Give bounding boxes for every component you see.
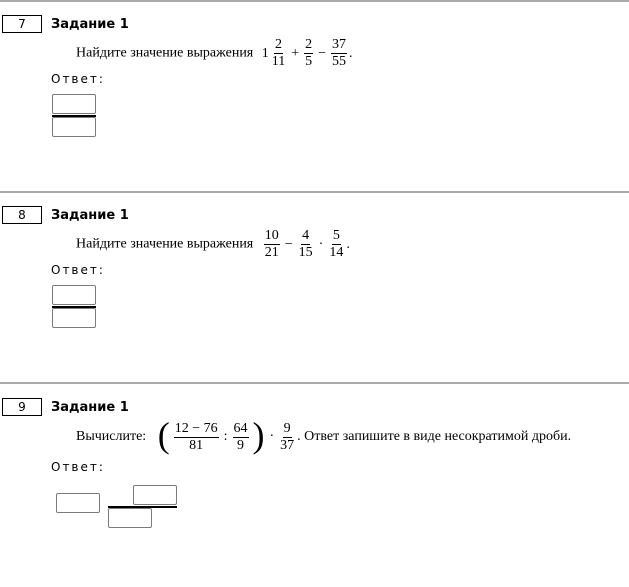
- operator: −: [318, 45, 327, 61]
- denominator: 37: [280, 437, 295, 453]
- answer-numerator-input[interactable]: [52, 285, 96, 305]
- period: .: [346, 236, 350, 252]
- separator-top: [0, 0, 629, 2]
- period: .: [349, 45, 353, 61]
- operator: +: [291, 45, 300, 61]
- numerator: 2: [274, 37, 282, 52]
- numerator: 2: [305, 37, 313, 52]
- numerator: 4: [302, 228, 310, 243]
- fraction: [304, 37, 313, 70]
- fraction: [271, 37, 286, 70]
- denominator: 21: [264, 245, 279, 260]
- fraction: [298, 228, 314, 261]
- operator: :: [223, 429, 228, 444]
- fraction: [174, 421, 219, 454]
- answer-denominator-input[interactable]: [52, 117, 96, 137]
- math-expression: [156, 415, 297, 455]
- separator-task-9: [0, 382, 629, 384]
- right-parenthesis: ): [252, 415, 265, 455]
- answer-numerator-input[interactable]: [133, 485, 177, 505]
- mixed-whole: 1: [261, 45, 269, 61]
- answer-label: Ответ:: [51, 460, 105, 474]
- task-statement: [76, 37, 353, 70]
- task-prompt: Вычислите:: [76, 429, 147, 445]
- numerator: 10: [264, 228, 279, 243]
- task-number: 7: [2, 15, 42, 33]
- answer-denominator-input[interactable]: [52, 308, 96, 328]
- fraction: [279, 421, 295, 454]
- task-prompt: Найдите значение выражения: [76, 236, 254, 252]
- task-number: 9: [2, 398, 42, 416]
- task-statement: [76, 228, 350, 261]
- denominator: 81: [189, 437, 204, 453]
- numerator: 12 − 76: [174, 420, 218, 436]
- denominator: 14: [329, 245, 344, 260]
- task-title: Задание 1: [51, 17, 129, 32]
- denominator: 15: [298, 245, 313, 260]
- operator: −: [284, 236, 293, 252]
- operator: ·: [318, 236, 324, 252]
- fraction: [328, 228, 344, 261]
- task-prompt: Найдите значение выражения: [76, 45, 254, 61]
- answer-numerator-input[interactable]: [52, 94, 96, 114]
- math-expression: [262, 228, 350, 261]
- task-title: Задание 1: [51, 400, 129, 415]
- left-parenthesis: (: [157, 415, 170, 455]
- fraction: [331, 37, 347, 70]
- answer-denominator-input[interactable]: [108, 508, 152, 528]
- fraction: [264, 228, 280, 261]
- denominator: 9: [237, 437, 244, 453]
- answer-label: Ответ:: [51, 72, 105, 86]
- answer-label: Ответ:: [51, 263, 105, 277]
- fraction: [233, 421, 249, 454]
- task-statement: [76, 415, 572, 455]
- task-title: Задание 1: [51, 208, 129, 223]
- answer-whole-input[interactable]: [56, 493, 100, 513]
- numerator: 5: [332, 228, 340, 243]
- math-expression: [262, 37, 353, 70]
- denominator: 55: [332, 54, 347, 69]
- numerator: 64: [233, 420, 248, 436]
- numerator: 9: [283, 420, 291, 436]
- operator: ·: [269, 429, 275, 444]
- numerator: 37: [332, 37, 347, 52]
- task-number: 8: [2, 206, 42, 224]
- task-suffix: . Ответ запишите в виде несократимой дроби.: [297, 429, 572, 445]
- separator-task-8: [0, 191, 629, 193]
- denominator: 11: [271, 54, 286, 69]
- denominator: 5: [305, 54, 313, 69]
